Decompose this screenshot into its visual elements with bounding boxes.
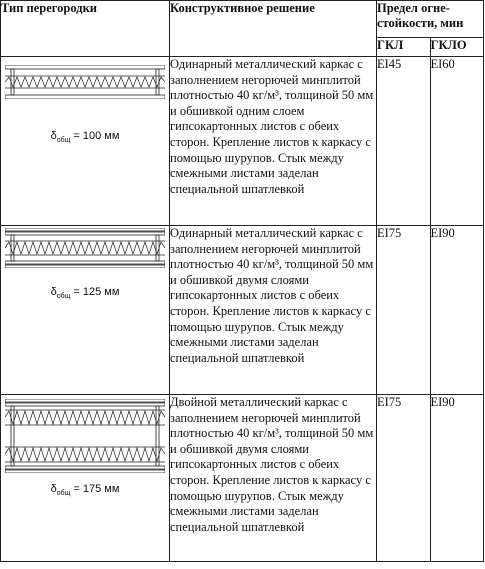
thickness-label — [1, 483, 169, 497]
thickness-value: = 125 мм — [73, 286, 120, 298]
delta-symbol: δ — [50, 130, 57, 142]
partition-diagram-double-layer — [5, 228, 165, 268]
gkl-value: EI75 — [377, 226, 431, 395]
gklo-value: EI90 — [430, 395, 484, 562]
table-row — [1, 57, 484, 226]
partition-type-cell — [1, 57, 170, 226]
delta-subscript: общ — [56, 490, 71, 498]
delta-subscript: общ — [56, 293, 71, 301]
gkl-value: EI45 — [377, 57, 431, 226]
thickness-value: = 175 мм — [73, 483, 120, 495]
header-row — [1, 1, 484, 38]
gkl-value: EI75 — [377, 395, 431, 562]
header-fire-limit: Предел огне-стойкости, мин — [377, 1, 484, 38]
partition-diagram-double-frame — [5, 399, 165, 473]
header-solution: Конструктивное решение — [170, 1, 377, 57]
partition-type-cell — [1, 226, 170, 395]
delta-symbol: δ — [50, 483, 57, 495]
table-row — [1, 395, 484, 562]
thickness-value: = 100 мм — [73, 130, 120, 142]
thickness-label — [1, 130, 169, 144]
solution-cell: Двойной металлический каркас с заполнением негорючей минплитой плотностью 40 кг/м³, толщиной 50 мм и обшивкой двумя слоями гипсокартонных листов с обеих сторон. Крепление листов к каркасу с помощью шурупов. Стык между смежными листами заделан специальной шпатлевкой — [170, 395, 377, 562]
delta-subscript: общ — [56, 137, 71, 145]
thickness-label — [1, 286, 169, 300]
header-gklo: ГКЛО — [430, 38, 484, 57]
partition-diagram-single — [5, 65, 165, 99]
delta-symbol: δ — [50, 286, 57, 298]
gklo-value: EI60 — [430, 57, 484, 226]
solution-cell: Одинарный металлический каркас с заполнением негорючей минплитой плотностью 40 кг/м³, толщиной 50 мм и обшивкой одним слоем гипсокартонных листов с обеих сторон. Крепление листов к каркасу с помощью шурупов. Стык между смежными листами заделан специальной шпатлевкой — [170, 57, 377, 226]
partition-type-cell — [1, 395, 170, 562]
header-gkl: ГКЛ — [377, 38, 431, 57]
solution-cell: Одинарный металлический каркас с заполнением негорючей минплитой плотностью 40 кг/м³, толщиной 50 мм и обшивкой двумя слоями гипсокартонных листов с обеих сторон. Крепление листов к каркасу с помощью шурупов. Стык между смежными листами заделан специальной шпатлевкой — [170, 226, 377, 395]
gklo-value: EI90 — [430, 226, 484, 395]
table-row — [1, 226, 484, 395]
header-type: Тип перегородки — [1, 1, 170, 57]
